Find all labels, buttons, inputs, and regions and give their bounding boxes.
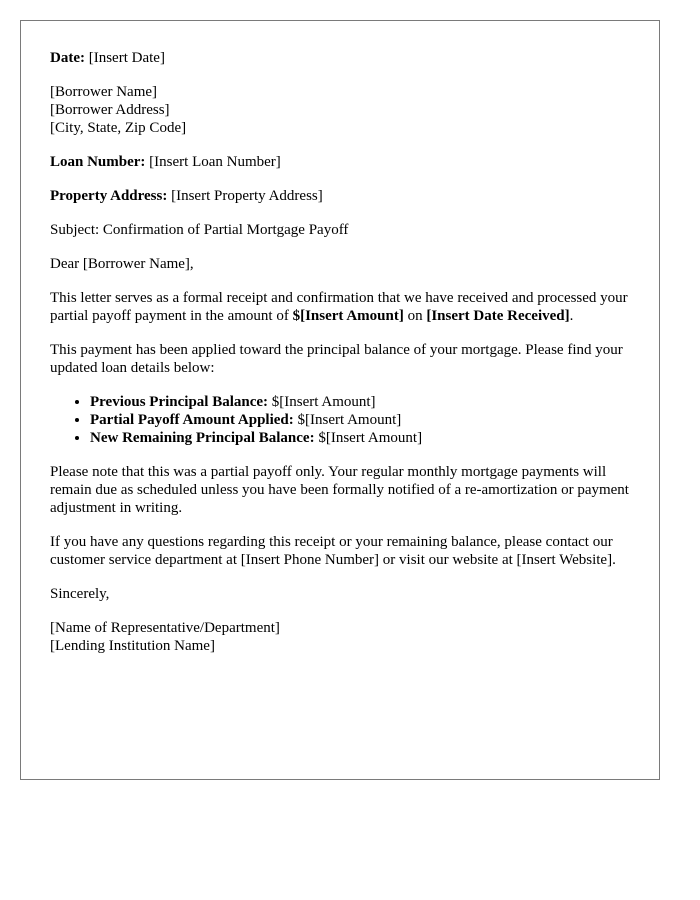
date-label: Date: (50, 50, 85, 66)
loan-details-list (50, 393, 642, 447)
property-address-label: Property Address: (50, 188, 168, 204)
property-address-value: [Insert Property Address] (171, 188, 323, 204)
detail-label: Partial Payoff Amount Applied: (90, 412, 294, 428)
property-address-line (50, 187, 642, 205)
institution-name: [Lending Institution Name] (50, 638, 215, 654)
detail-value: $[Insert Amount] (293, 412, 402, 428)
receipt-text-a: This letter serves as a formal receipt and confirmation that we have received and processed your partial payoff payment in the amount of (50, 290, 628, 324)
borrower-city-state-zip: [City, State, Zip Code] (50, 120, 187, 136)
detail-label: New Remaining Principal Balance: (90, 430, 315, 446)
salutation: Dear [Borrower Name], (50, 256, 194, 272)
receipt-paragraph (50, 289, 642, 325)
signature-block (50, 619, 642, 655)
date-value: [Insert Date] (88, 50, 165, 66)
contact-paragraph: If you have any questions regarding this receipt or your remaining balance, please contact our customer service department at [Insert Phone Number] or visit our website at [Insert Website]. (50, 534, 616, 568)
subject-line: Subject: Confirmation of Partial Mortgage Payoff (50, 222, 349, 238)
detail-label: Previous Principal Balance: (90, 394, 269, 410)
date-received: [Insert Date Received] (426, 308, 570, 324)
letter-frame (20, 20, 660, 780)
partial-payoff-note-paragraph: Please note that this was a partial payoff only. Your regular monthly mortgage payments will remain due as scheduled unless you have been formally notified of a re-amortization or payment adjustment in writing. (50, 464, 629, 516)
representative-name: [Name of Representative/Department] (50, 620, 280, 636)
loan-number-label: Loan Number: (50, 154, 146, 170)
list-item (90, 411, 642, 429)
loan-number-line (50, 153, 642, 171)
loan-number-value: [Insert Loan Number] (149, 154, 281, 170)
closing: Sincerely, (50, 586, 110, 602)
list-item (90, 393, 642, 411)
borrower-address: [Borrower Address] (50, 102, 170, 118)
receipt-text-b: on (403, 308, 427, 324)
applied-paragraph: This payment has been applied toward the principal balance of your mortgage. Please find your updated loan details below: (50, 342, 623, 376)
receipt-text-c: . (569, 308, 574, 324)
list-item (90, 429, 642, 447)
detail-value: $[Insert Amount] (268, 394, 376, 410)
letter-body (50, 49, 642, 671)
date-line (50, 49, 642, 67)
borrower-name: [Borrower Name] (50, 84, 158, 100)
payment-amount: $[Insert Amount] (292, 308, 404, 324)
detail-value: $[Insert Amount] (314, 430, 423, 446)
recipient-address-block (50, 83, 642, 137)
